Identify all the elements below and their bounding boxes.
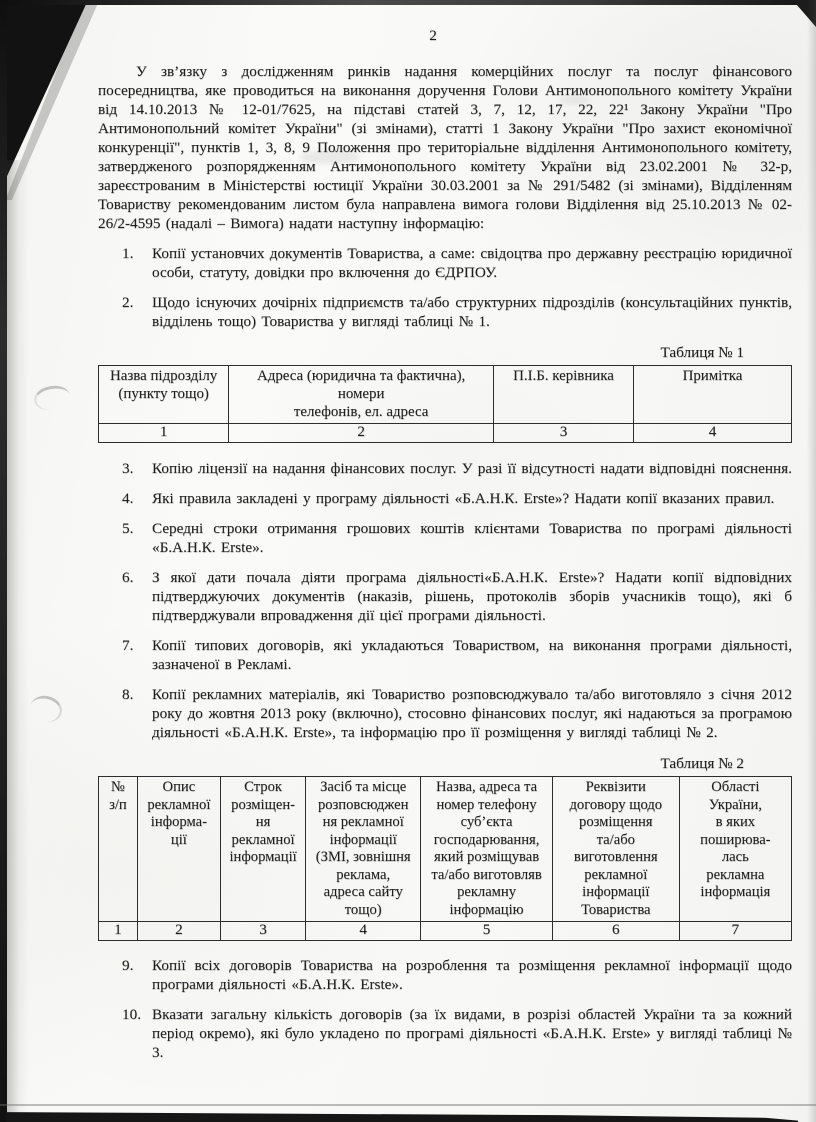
table2-number-cell: 1 — [99, 922, 138, 941]
table2-number-row — [99, 922, 792, 941]
table2-number-cell: 4 — [306, 922, 421, 941]
item-text: Копію ліцензії на надання фінансових послуг. У разі її відсутності надати відповідні пояснення. — [152, 460, 792, 477]
item-number: 3. — [122, 460, 134, 477]
item-number: 5. — [122, 520, 134, 537]
item-number: 2. — [122, 294, 134, 311]
requirement-item — [98, 293, 792, 331]
scan-edge-left-shadow — [7, 160, 29, 1122]
item-number: 9. — [122, 957, 134, 974]
table-2 — [98, 776, 792, 941]
requirement-item — [98, 244, 792, 282]
scan-edge-left — [0, 0, 7, 1122]
item-number: 7. — [122, 637, 134, 654]
table1-header-row — [99, 366, 792, 424]
item-number: 4. — [122, 490, 134, 507]
item-text: Копії всіх договорів Товариства на розроблення та розміщення рекламної інформації щодо програми діяльності «Б.А.Н.К. Erste». — [152, 957, 792, 993]
item-text: Копії рекламних матеріалів, які Товариство розповсюджувало та/або виготовляло з січня 2012 року до жовтня 2013 року (включно), стосовно фінансових послуг, які надаються за програмою діяльності «Б.А.Н.К. Erste», та інформацію про її розміщення у вигляді таблиці № 2. — [152, 686, 792, 741]
table1-header-cell: П.І.Б. керівника — [494, 366, 634, 424]
table2-number-cell: 5 — [421, 922, 553, 941]
item-number: 10. — [122, 1006, 141, 1023]
table2-number-cell: 3 — [220, 922, 305, 941]
scan-edge-top — [0, 0, 816, 5]
scan-bottom-fold-line — [0, 1104, 816, 1106]
item-number: 1. — [122, 245, 134, 262]
table2-number-cell: 6 — [552, 922, 679, 941]
item-text: Копії типових договорів, які укладаються Товариством, на виконання програми діяльності, зазначеної в Рекламі. — [152, 637, 792, 673]
item-text: Щодо існуючих дочірніх підприємств та/або структурних підрозділів (консультаційних пунктів, відділень тощо) Товариства у вигляді таблиці № 1. — [152, 294, 792, 330]
scan-mark-arc — [27, 693, 64, 726]
document-body — [98, 26, 792, 1062]
item-text: З якої дати почала діяти програма діяльності«Б.А.Н.К. Erste»? Надати копії відповідних підтверджуючих документів (наказів, рішень, протоколів зборів учасників тощо), які б підтверджували впровадження дії цієї програми діяльності. — [152, 569, 792, 624]
requirement-item — [98, 1005, 792, 1062]
requirement-item — [98, 568, 792, 625]
table1-header-cell: Примітка — [633, 366, 791, 424]
intro-paragraph: У зв’язку з дослідженням ринків надання комерційних послуг та послуг фінансового посередництва, яке проводиться на виконання доручення Голови Антимонопольного комітету України від 14.10.2013 № 12-01/7625, на підставі статей 3, 7, 12, 17, 22, 22¹ Закону України "Про Антимонопольний комітет України" (зі змінами), статті 1 Закону України "Про захист економічної конкуренції", пунктів 1, 3, 8, 9 Положення про територіальне відділення Антимонопольного комітету, затвердженого розпорядженням Антимонопольного комітету України від 23.02.2001 № 32-р, зареєстрованим в Міністерстві юстиції України 30.03.2001 за № 291/5482 (зі змінами), Відділенням Товариству рекомендованим листом була направлена вимога голови Відділення від 25.10.2013 № 02-26/2-4595 (надалі – Вимога) надати наступну інформацію: — [98, 63, 792, 232]
requirement-item — [98, 519, 792, 557]
table2-header-cell: № з/п — [99, 777, 138, 922]
requirement-item — [98, 636, 792, 674]
scan-edge-right — [807, 0, 816, 1122]
item-text: Копії установчих документів Товариства, а саме: свідоцтва про державну реєстрацію юридичної особи, статуту, довідки про включення до ЄДРПОУ. — [152, 245, 792, 281]
page-number: 2 — [429, 27, 437, 44]
table2-header-cell: Строк розміщен- ня рекламної інформації — [220, 777, 305, 922]
item-text: Середні строки отримання грошових коштів клієнтами Товариства по програмі діяльності «Б.А.Н.К. Erste». — [152, 520, 792, 556]
table2-header-row — [99, 777, 792, 922]
table2-header-cell: Області України, в яких поширюва- лась рекламна інформація — [679, 777, 791, 922]
scan-mark-arc — [32, 383, 72, 413]
scan-edge-bottom — [6, 1111, 798, 1122]
table2-header-cell: Засіб та місце розповсюджен ня рекламної інформації (ЗМІ, зовнішня реклама, адреса сайту тощо) — [306, 777, 421, 922]
requirement-item — [98, 459, 792, 478]
item-number: 6. — [122, 569, 134, 586]
requirement-item — [98, 956, 792, 994]
table1-number-cell: 2 — [229, 424, 494, 443]
table2-header-cell: Назва, адреса та номер телефону суб’єкта господарювання, який розміщував та/або виготовляв рекламну інформацію — [421, 777, 553, 922]
table2-number-cell: 7 — [679, 922, 791, 941]
requirement-item — [98, 489, 792, 508]
table2-caption: Таблиця № 2 — [660, 755, 744, 772]
item-text: Вказати загальну кількість договорів (за їх видами, в розрізі областей України та за кожний період окремо), які було укладено по програмі діяльності «Б.А.Н.К. Erste» у вигляді таблиці № 3. — [152, 1006, 792, 1061]
table-1 — [98, 365, 792, 443]
table2-header-cell: Реквізити договору щодо розміщення та/або виготовлення рекламної інформації Товариства — [552, 777, 679, 922]
table1-header-cell: Назва підрозділу (пункту тощо) — [99, 366, 229, 424]
table1-number-cell: 4 — [633, 424, 791, 443]
table1-caption: Таблиця № 1 — [660, 344, 744, 361]
table2-number-cell: 2 — [137, 922, 220, 941]
table1-number-cell: 3 — [494, 424, 634, 443]
table1-number-row — [99, 424, 792, 443]
requirement-item — [98, 685, 792, 742]
table1-header-cell: Адреса (юридична та фактична), номери телефонів, ел. адреса — [229, 366, 494, 424]
item-number: 8. — [122, 686, 134, 703]
table1-number-cell: 1 — [99, 424, 229, 443]
item-text: Які правила закладені у програму діяльності «Б.А.Н.К. Erste»? Надати копії вказаних правил. — [152, 490, 775, 507]
table2-header-cell: Опис рекламної інформа- ції — [137, 777, 220, 922]
